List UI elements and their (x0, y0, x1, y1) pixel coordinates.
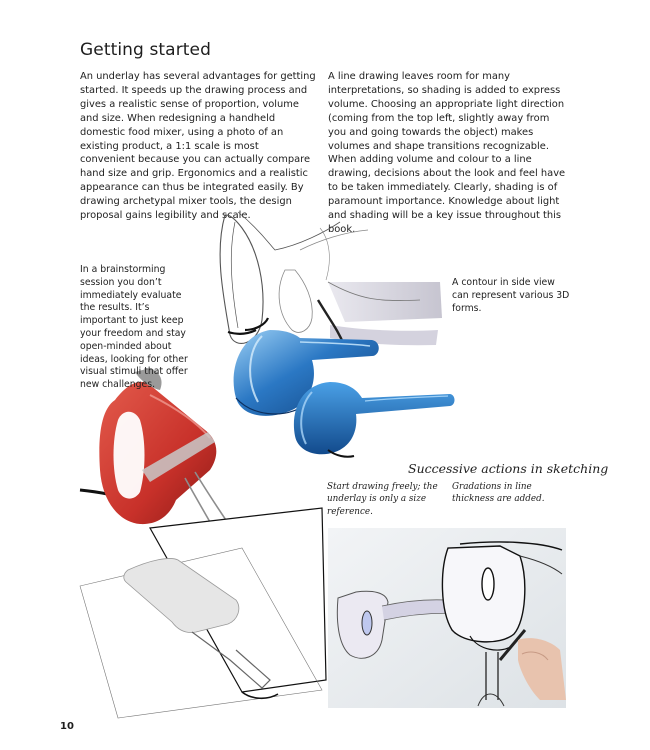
brainstorm-note: In a brainstorming session you don’t immediately evaluate the results. It’s important to just keep your freedom and stay open-minded about ideas, looking for other visual stimuli that offer new challenges. (80, 264, 188, 391)
underlay-sheets (80, 508, 326, 718)
caption-start-drawing: Start drawing freely; the underlay is only a size reference. (327, 482, 438, 517)
successive-actions-heading: Successive actions in sketching (408, 461, 609, 476)
drawing-hand-photo (328, 528, 566, 708)
page-title: Getting started (80, 40, 212, 60)
contour-note: A contour in side view can represent various 3D forms. (452, 277, 570, 314)
pencil-sketch-outlines (220, 212, 340, 343)
intro-left-column: An underlay has several advantages for getting started. It speeds up the drawing process and gives a realistic sense of proportion, volume and size. When redesigning a handheld domestic food mixer, using a photo of an existing product, a 1:1 scale is most convenient because you can actually compare hand size and grip. Ergonomics and a realistic appearance can thus be integrated easily. By drawing archetypal mixer tools, the design proposal gains legibility and scale. (80, 71, 316, 222)
caption-gradations: Gradations in line thickness are added. (452, 482, 545, 505)
page-number: 10 (60, 721, 74, 732)
blue-shaded-sketch-2 (294, 382, 455, 457)
grey-contour-render (318, 282, 442, 345)
intro-right-column: A line drawing leaves room for many interpretations, so shading is added to express volume. Choosing an appropriate light direction (coming from the top left, slightly away from you and going towards the object) makes volumes and shape transitions recognizable. When adding volume and colour to a line drawing, decisions about the look and feel have to be taken immediately. Clearly, shading is of paramount importance. Knowledge about light and shading will be a key issue throughout this book. (328, 71, 566, 235)
